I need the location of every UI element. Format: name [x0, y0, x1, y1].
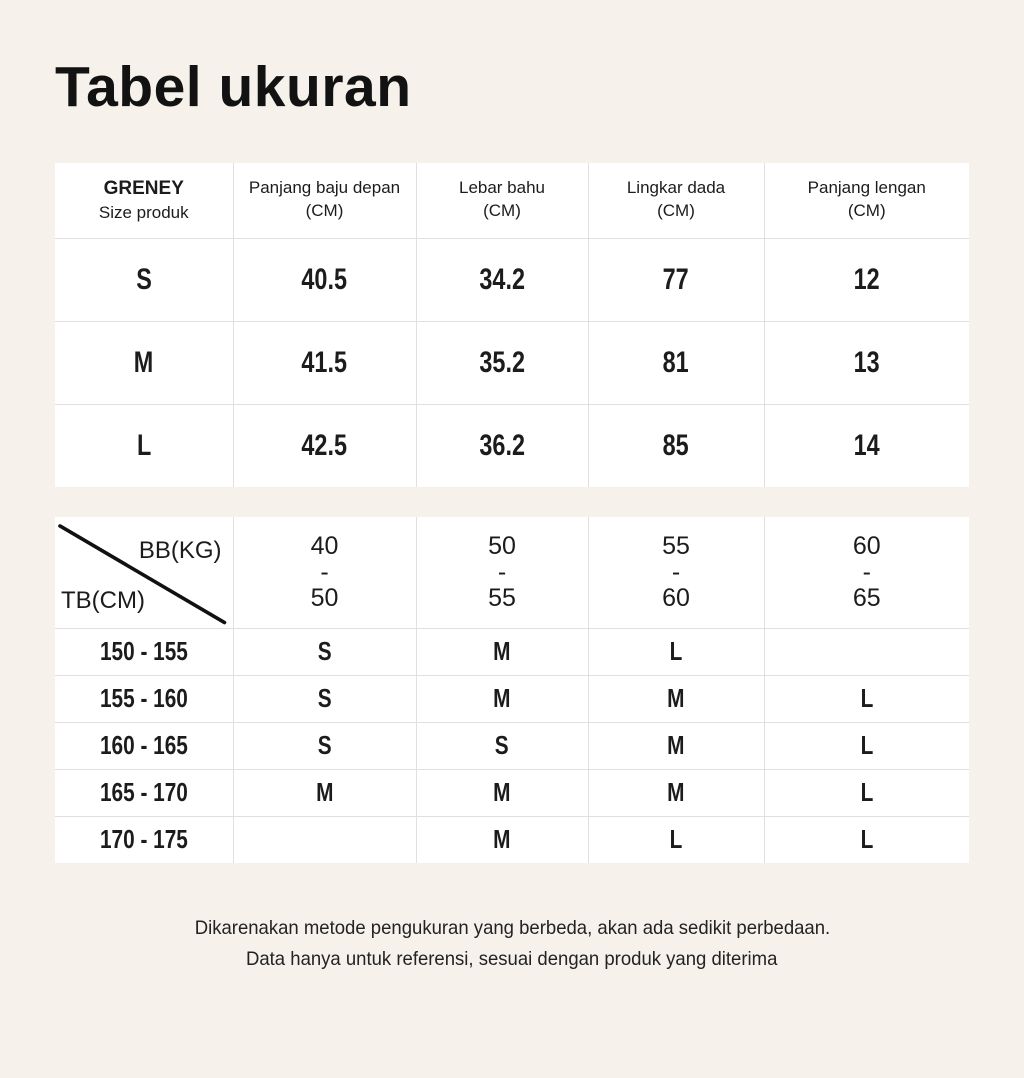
recommended-size: M: [493, 636, 511, 666]
recommended-size-cell: [588, 722, 764, 769]
column-header-shoulder-width: [416, 163, 588, 238]
size-cell: [55, 238, 233, 321]
disclaimer: [0, 913, 1024, 975]
size-cell: [55, 404, 233, 487]
column-header-sleeve-length: [764, 163, 969, 238]
range-from: 40: [310, 532, 339, 561]
measurement-cell: [233, 321, 416, 404]
disclaimer-line-2: [0, 944, 1024, 975]
height-range: 155 - 160: [99, 683, 188, 713]
measurement-value: 34.2: [479, 262, 525, 296]
recommended-size: M: [667, 777, 685, 807]
recommended-size-cell: [764, 769, 969, 816]
size-cell: [55, 321, 233, 404]
recommendation-row: [55, 769, 969, 816]
recommendation-row: [55, 816, 969, 863]
height-range: 165 - 170: [99, 777, 188, 807]
recommended-size-cell: [588, 675, 764, 722]
disclaimer-line-1: [0, 913, 1024, 944]
brand-subtitle: Size produk: [98, 202, 189, 222]
size-recommendation-table: [55, 517, 969, 863]
recommended-size: M: [667, 730, 685, 760]
size-table-row-s: [55, 238, 969, 321]
recommended-size-cell: [233, 722, 416, 769]
measurement-value: 13: [853, 345, 880, 379]
recommended-size: L: [860, 683, 874, 713]
height-range-cell: [55, 628, 233, 675]
column-unit: (CM): [483, 201, 521, 221]
recommended-size-cell: [764, 675, 969, 722]
recommended-size-cell: [764, 722, 969, 769]
size-table-row-l: [55, 404, 969, 487]
column-label: Panjang lengan: [807, 178, 926, 198]
recommended-size-cell: [764, 628, 969, 675]
disclaimer-text: Dikarenakan metode pengukuran yang berbeda, akan ada sedikit perbedaan.: [194, 917, 830, 939]
recommended-size: M: [493, 683, 511, 713]
height-range-cell: [55, 675, 233, 722]
measurement-cell: [588, 404, 764, 487]
range-dash: -: [320, 558, 329, 587]
measurement-cell: [233, 404, 416, 487]
axis-header-cell: [55, 517, 233, 628]
recommended-size-cell: [588, 816, 764, 863]
recommendation-row: [55, 628, 969, 675]
measurement-cell: [588, 238, 764, 321]
range-to: 50: [310, 584, 339, 613]
measurement-cell: [588, 321, 764, 404]
height-axis-label: TB(CM): [61, 586, 145, 614]
height-range: 170 - 175: [99, 824, 188, 855]
measurement-value: 41.5: [301, 345, 348, 379]
weight-range-header: [416, 517, 588, 628]
recommended-size-cell: [588, 769, 764, 816]
size-value: S: [135, 262, 152, 296]
recommended-size-cell: [233, 675, 416, 722]
measurement-value: 12: [853, 262, 880, 296]
range-from: 50: [488, 532, 516, 561]
recommended-size: L: [669, 636, 683, 666]
recommended-size: M: [315, 777, 334, 807]
recommended-size: M: [667, 683, 685, 713]
brand-name: GRENEY: [103, 177, 184, 199]
measurement-value: 77: [662, 262, 690, 296]
recommended-size-cell: [233, 816, 416, 863]
measurement-cell: [764, 404, 969, 487]
recommended-size: S: [317, 730, 332, 760]
column-label: Lingkar dada: [626, 178, 726, 198]
measurement-cell: [764, 238, 969, 321]
weight-range: [234, 533, 416, 611]
recommended-size: S: [317, 636, 332, 666]
size-chart-page: [0, 54, 1024, 1078]
recommended-size-cell: [588, 628, 764, 675]
range-from: 55: [662, 532, 690, 561]
height-range-cell: [55, 816, 233, 863]
recommended-size: L: [860, 777, 874, 807]
measurement-value: 81: [662, 345, 690, 379]
recommended-size: M: [493, 824, 511, 855]
recommended-size-cell: [416, 675, 588, 722]
recommended-size: S: [495, 730, 509, 760]
recommendation-row: [55, 675, 969, 722]
weight-range-header: [233, 517, 416, 628]
recommended-size-cell: [416, 722, 588, 769]
range-dash: -: [862, 558, 871, 587]
measurement-value: 35.2: [479, 345, 525, 379]
brand-header-cell: [55, 163, 233, 238]
recommended-size: M: [493, 777, 511, 807]
range-to: 60: [662, 584, 690, 613]
recommendation-header-row: [55, 517, 969, 628]
recommended-size-cell: [233, 769, 416, 816]
column-label: Lebar bahu: [458, 178, 546, 198]
measurement-cell: [416, 404, 588, 487]
measurement-cell: [764, 321, 969, 404]
recommendation-row: [55, 722, 969, 769]
height-range: 150 - 155: [99, 636, 188, 666]
range-from: 60: [852, 532, 881, 561]
recommended-size-cell: [233, 628, 416, 675]
range-to: 55: [488, 584, 516, 613]
disclaimer-text: Data hanya untuk referensi, sesuai dengan produk yang diterima: [246, 948, 778, 970]
column-unit: (CM): [657, 201, 695, 221]
recommended-size: L: [860, 824, 874, 855]
measurement-value: 85: [662, 428, 690, 462]
size-table-header-row: [55, 163, 969, 238]
column-label: Panjang baju depan: [248, 178, 401, 198]
column-header-chest: [588, 163, 764, 238]
recommended-size: L: [669, 824, 683, 855]
size-table: [55, 163, 969, 487]
measurement-value: 40.5: [301, 262, 348, 296]
weight-axis-label: BB(KG): [138, 537, 222, 564]
range-dash: -: [671, 558, 681, 587]
height-range-cell: [55, 722, 233, 769]
recommended-size-cell: [416, 628, 588, 675]
range-dash: -: [497, 558, 507, 587]
weight-range: [765, 533, 970, 611]
column-unit: (CM): [847, 201, 886, 221]
recommended-size-cell: [764, 816, 969, 863]
recommended-size: S: [317, 683, 332, 713]
height-range-cell: [55, 769, 233, 816]
weight-range-header: [764, 517, 969, 628]
range-to: 65: [852, 584, 881, 613]
measurement-cell: [416, 321, 588, 404]
size-table-row-m: [55, 321, 969, 404]
measurement-cell: [416, 238, 588, 321]
weight-range: [417, 533, 588, 611]
measurement-value: 36.2: [479, 428, 525, 462]
measurement-value: 14: [853, 428, 880, 462]
column-unit: (CM): [305, 201, 344, 221]
size-value: M: [134, 345, 154, 379]
size-value: L: [136, 428, 151, 462]
column-header-front-length: [233, 163, 416, 238]
recommended-size-cell: [416, 769, 588, 816]
recommended-size-cell: [416, 816, 588, 863]
weight-range: [589, 533, 764, 611]
height-range: 160 - 165: [99, 730, 188, 760]
measurement-value: 42.5: [301, 428, 348, 462]
weight-range-header: [588, 517, 764, 628]
recommended-size: L: [860, 730, 874, 760]
page-title: Tabel ukuran: [55, 55, 412, 119]
measurement-cell: [233, 238, 416, 321]
